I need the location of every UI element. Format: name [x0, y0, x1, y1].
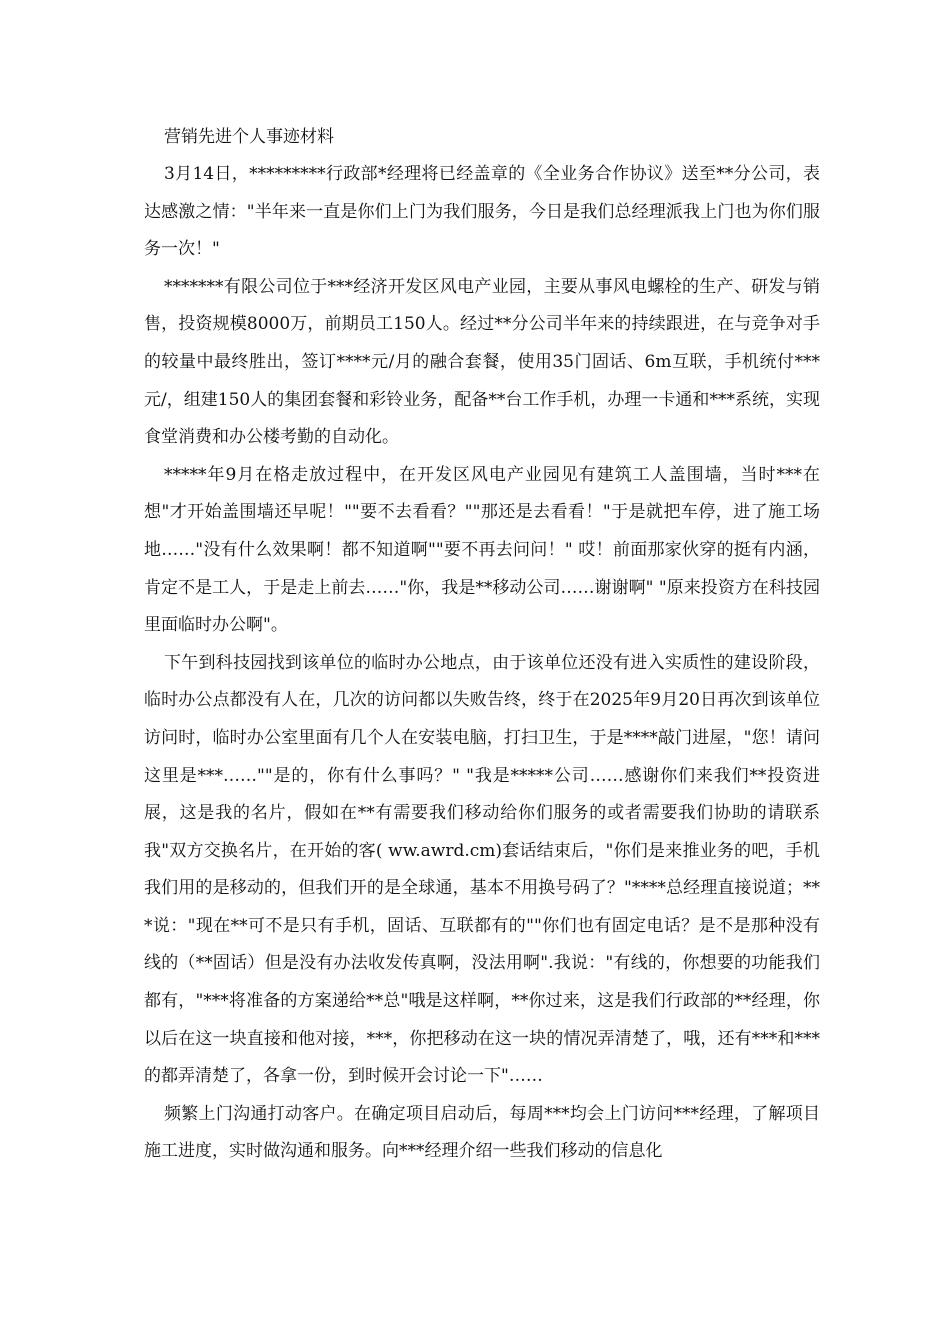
paragraph-site-discovery: *****年9月在格走放过程中，在开发区风电产业园见有建筑工人盖围墙，当时***在想"才开始盖围墙还早呢！""要不去看看？""那还是去看看！"于是就把车停，进了施工场地……"没有什么效果啊！都不知道啊""要不再去问问！" 哎！前面那家伙穿的挺有内涵，肯定不是工人，于是走上前去……"你，我是**移动公司……谢谢啊" "原来投资方在科技园里面临时办公啊"。 — [144, 464, 820, 636]
document-title: 营销先进个人事迹材料 — [164, 127, 334, 147]
paragraph-company-profile: *******有限公司位于***经济开发区风电产业园，主要从事风电螺栓的生产、研发与销售，投资规模8000万，前期员工150人。经过**分公司半年来的持续跟进，在与竞争对手的较量中最终胜出，签订****元/月的融合套餐，使用35门固话、6m互联，手机统付***元/，组建150人的集团套餐和彩铃业务，配备**台工作手机，办理一卡通和***系统，实现食堂消费和办公楼考勤的自动化。 — [144, 276, 820, 448]
document-body — [144, 118, 820, 1171]
paragraph-frequent-visits: 频繁上门沟通打动客户。在确定项目启动后，每周***均会上门访问***经理，了解项目施工进度，实时做沟通和服务。向***经理介绍一些我们移动的信息化 — [144, 1103, 820, 1162]
paragraph-first-visit: 下午到科技园找到该单位的临时办公地点，由于该单位还没有进入实质性的建设阶段，临时办公点都没有人在，几次的访问都以失败告终，终于在2025年9月20日再次到该单位访问时，临时办公室里面有几个人在安装电脑，打扫卫生，于是****敲门进屋，"您！请问这里是***……""是的，你有什么事吗？" "我是*****公司……感谢你们来我们**投资进展，这是我的名片，假如在**有需要我们移动给你们服务的或者需要我们协助的请联系我"双方交换名片，在开始的客( ww.awrd.cm)套话结束后，"你们是来推业务的吧，手机我们用的是移动的，但我们开的是全球通，基本不用换号码了？"****总经理直接说道；***说："现在**可不是只有手机，固话、互联都有的""你们也有固定电话？是不是那种没有线的（**固话）但是没有办法收发传真啊，没法用啊".我说："有线的，你想要的功能我们都有，"***将准备的方案递给**总"哦是这样啊，**你过来，这是我们行政部的**经理，你以后在这一块直接和他对接，***，你把移动在这一块的情况弄清楚了，哦，还有***和***的都弄清楚了，各拿一份，到时候开会讨论一下"…… — [144, 652, 820, 1087]
paragraph-agreement-delivery: 3月14日，*********行政部*经理将已经盖章的《全业务合作协议》送至**分公司，表达感激之情："半年来一直是你们上门为我们服务，今日是我们总经理派我上门也为你们服务一次！" — [144, 164, 820, 260]
